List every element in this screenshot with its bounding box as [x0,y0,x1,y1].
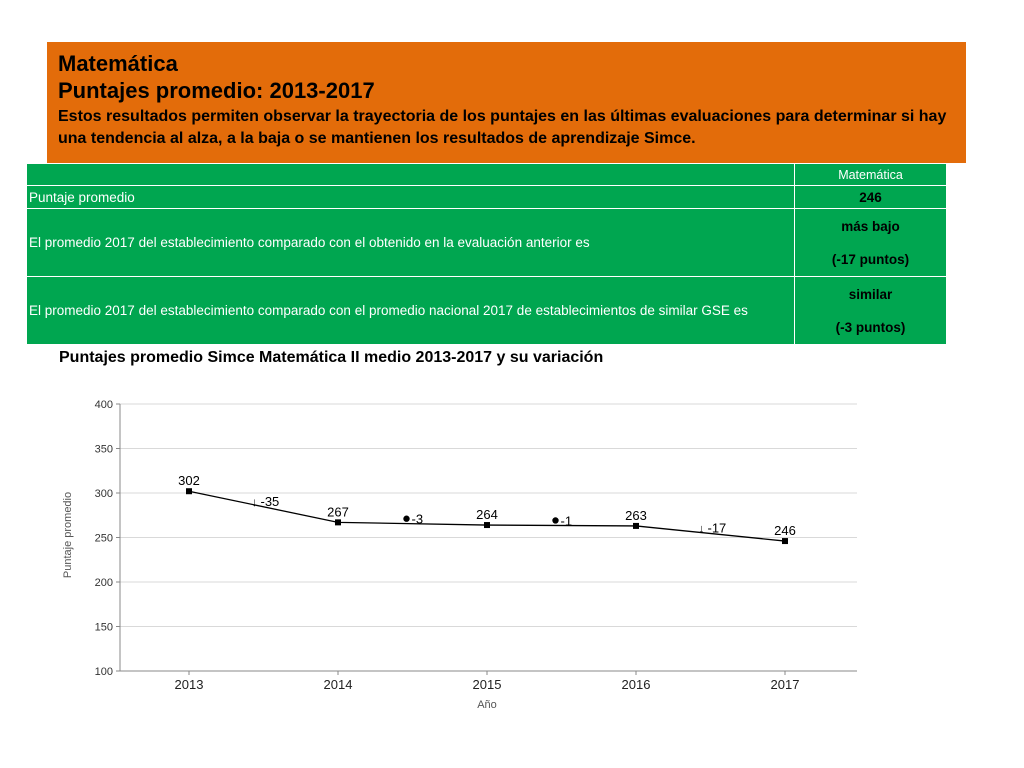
page-description: Estos resultados permiten observar la trayectoria de los puntajes en las últimas evaluaciones para determinar si hay una tendencia al alza, a la baja o se mantienen los resultados de aprendizaje Simce. [58,108,947,147]
x-tick-label: 2016 [621,677,651,692]
variation-marker [252,494,280,509]
variation-label: -35 [260,493,280,509]
y-tick-label: 150 [94,621,113,634]
y-axis-label: Puntaje promedio [62,491,74,579]
variation-dot-icon [403,516,409,522]
data-label: 264 [476,507,498,523]
row-value-detail: (-3 puntos) [835,319,906,335]
variation-label: -3 [411,511,424,527]
data-point [782,538,788,544]
y-tick-label: 350 [94,443,113,456]
data-point [633,523,639,529]
y-tick-label: 100 [94,666,113,678]
row-value-text: similar [848,286,893,302]
row-label: El promedio 2017 del establecimiento comparado con el promedio nacional 2017 de establecimientos de similar GSE es [27,277,795,345]
table-column-header: Matemática [795,164,947,186]
y-tick-label: 400 [94,399,113,411]
down-arrow-icon: ↓ [698,521,705,536]
data-point [335,519,341,525]
axes [116,404,857,675]
variation-label: -17 [707,520,727,536]
data-label: 246 [774,523,796,539]
data-point [484,522,490,528]
row-label: El promedio 2017 del establecimiento comparado con el obtenido en la evaluación anterior es [27,209,795,277]
data-point [186,488,192,494]
data-label: 302 [178,473,200,489]
x-axis-label: Año [477,699,497,711]
tick-labels [95,399,800,692]
y-tick-label: 250 [94,532,113,545]
x-tick-label: 2014 [323,677,353,692]
row-value-text: más bajo [841,218,900,234]
variation-label: -1 [560,513,573,529]
chart-title: Puntajes promedio Simce Matemática II medio 2013-2017 y su variación [59,349,604,366]
row-value-text: 246 [859,189,882,205]
data-label: 267 [327,504,349,520]
row-label: Puntaje promedio [27,186,795,209]
variation-marker [552,513,572,528]
variation-marker [699,520,727,535]
row-value-detail: (-17 puntos) [831,251,910,267]
x-tick-label: 2015 [472,677,502,692]
down-arrow-icon: ↓ [251,494,258,509]
x-tick-label: 2013 [174,677,204,692]
y-tick-label: 300 [94,488,113,500]
page-subtitle: Puntajes promedio: 2013-2017 [58,78,375,103]
y-tick-label: 200 [94,577,113,589]
variation-dot-icon [552,517,558,523]
variation-marker [403,512,423,527]
page-title: Matemática [58,51,178,76]
data-label: 263 [625,507,647,523]
x-tick-label: 2017 [770,677,800,692]
